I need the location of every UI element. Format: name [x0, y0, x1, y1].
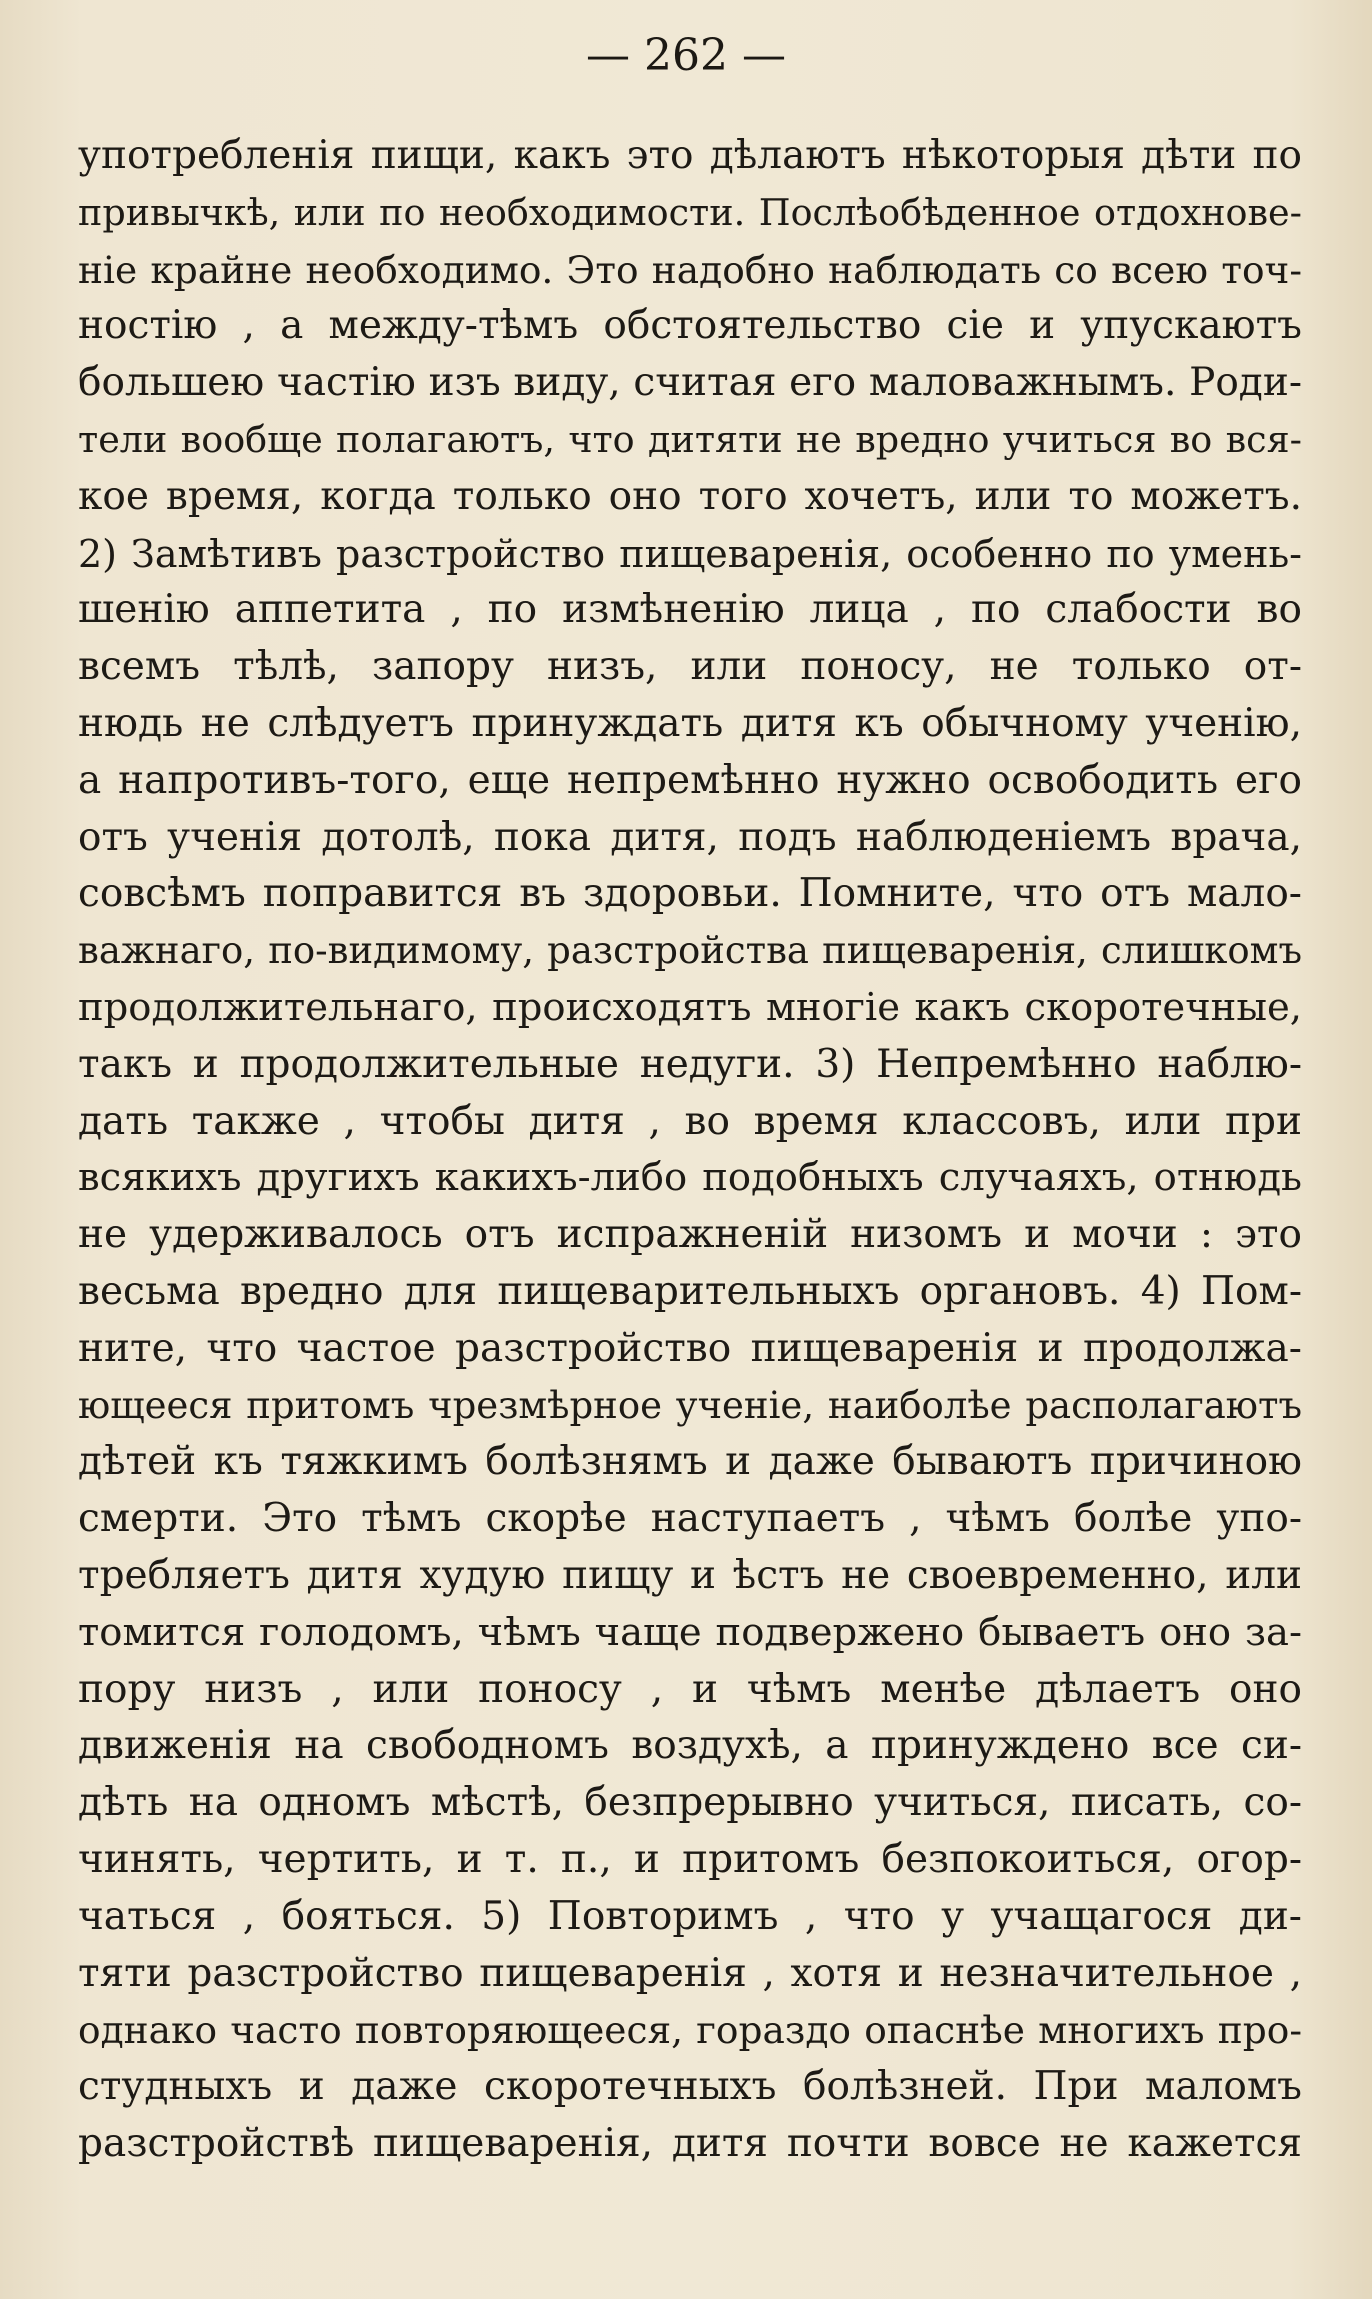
text-line: такъ и продолжительные недуги. 3) Непремѣнно наблю-: [78, 1041, 1302, 1087]
text-line: кое время, когда только оно того хочетъ, или то можетъ.: [78, 473, 1302, 519]
text-line: однако часто повторяющееся, гораздо опаснѣе многихъ про-: [78, 2008, 1302, 2053]
page-number: — 262 —: [586, 30, 786, 81]
text-line: большею частію изъ виду, считая его маловажнымъ. Роди-: [78, 360, 1302, 406]
text-line: томится голодомъ, чѣмъ чаще подвержено бываетъ оно за-: [78, 1609, 1302, 1655]
text-line: пору низъ , или поносу , и чѣмъ менѣе дѣлаетъ оно: [78, 1666, 1302, 1712]
text-line: ностію , а между-тѣмъ обстоятельство сіе и упускаютъ: [78, 303, 1302, 349]
text-line: совсѣмъ поправится въ здоровьи. Помните, что отъ мало-: [78, 871, 1302, 917]
text-line: тяти разстройство пищеваренія , хотя и незначительное ,: [78, 1950, 1302, 1996]
text-line: движенія на свободномъ воздухѣ, а принуждено все си-: [78, 1723, 1302, 1769]
text-line: разстройствѣ пищеваренія, дитя почти вовсе не кажется: [78, 2120, 1302, 2166]
text-line: употребленія пищи, какъ это дѣлаютъ нѣкоторыя дѣти по: [78, 133, 1302, 178]
text-line: важнаго, по-видимому, разстройства пищеваренія, слишкомъ: [78, 929, 1302, 973]
body-text: [78, 128, 1302, 2173]
text-line: ните, что частое разстройство пищеваренія и продолжа-: [78, 1325, 1302, 1371]
text-line: ніе крайне необходимо. Это надобно наблюдать со всею точ-: [78, 247, 1302, 292]
text-line: чинять, чертить, и т. п., и притомъ безпокоиться, огор-: [78, 1836, 1302, 1882]
text-line: отъ ученія дотолѣ, пока дитя, подъ наблюденіемъ врача,: [78, 814, 1302, 860]
text-line: требляетъ дитя худую пищу и ѣстъ не своевременно, или: [78, 1552, 1302, 1598]
text-line: 2) Замѣтивъ разстройство пищеваренія, особенно по умень-: [78, 531, 1302, 576]
text-line: ющееся притомъ чрезмѣрное ученіе, наиболѣе располагаютъ: [78, 1383, 1302, 1427]
text-line: смерти. Это тѣмъ скорѣе наступаетъ , чѣмъ болѣе упо-: [78, 1496, 1302, 1542]
text-line: дѣть на одномъ мѣстѣ, безпрерывно учиться, писать, со-: [78, 1780, 1302, 1826]
text-line: не удерживалось отъ испражненій низомъ и мочи : это: [78, 1212, 1302, 1258]
text-line: дѣтей къ тяжкимъ болѣзнямъ и даже бываютъ причиною: [78, 1439, 1302, 1485]
text-line: всемъ тѣлѣ, запору низъ, или поносу, не только от-: [78, 644, 1302, 690]
text-line: а напротивъ-того, еще непремѣнно нужно освободить его: [78, 757, 1302, 803]
text-line: шенію аппетита , по измѣненію лица , по слабости во: [78, 587, 1302, 633]
text-line: продолжительнаго, происходятъ многіе какъ скоротечные,: [78, 984, 1302, 1030]
text-line: тели вообще полагаютъ, что дитяти не вредно учиться во вся-: [78, 417, 1302, 461]
text-line: весьма вредно для пищеварительныхъ органовъ. 4) Пом-: [78, 1268, 1302, 1314]
text-line: студныхъ и даже скоротечныхъ болѣзней. При маломъ: [78, 2064, 1302, 2110]
text-line: привычкѣ, или по необходимости. Послѣобѣденное отдохнове-: [78, 190, 1302, 234]
text-line: нюдь не слѣдуетъ принуждать дитя къ обычному ученію,: [78, 700, 1302, 746]
text-line: дать также , чтобы дитя , во время классовъ, или при: [78, 1098, 1302, 1144]
text-line: всякихъ другихъ какихъ-либо подобныхъ случаяхъ, отнюдь: [78, 1155, 1302, 1201]
text-line: чаться , бояться. 5) Повторимъ , что у учащагося ди-: [78, 1893, 1302, 1939]
